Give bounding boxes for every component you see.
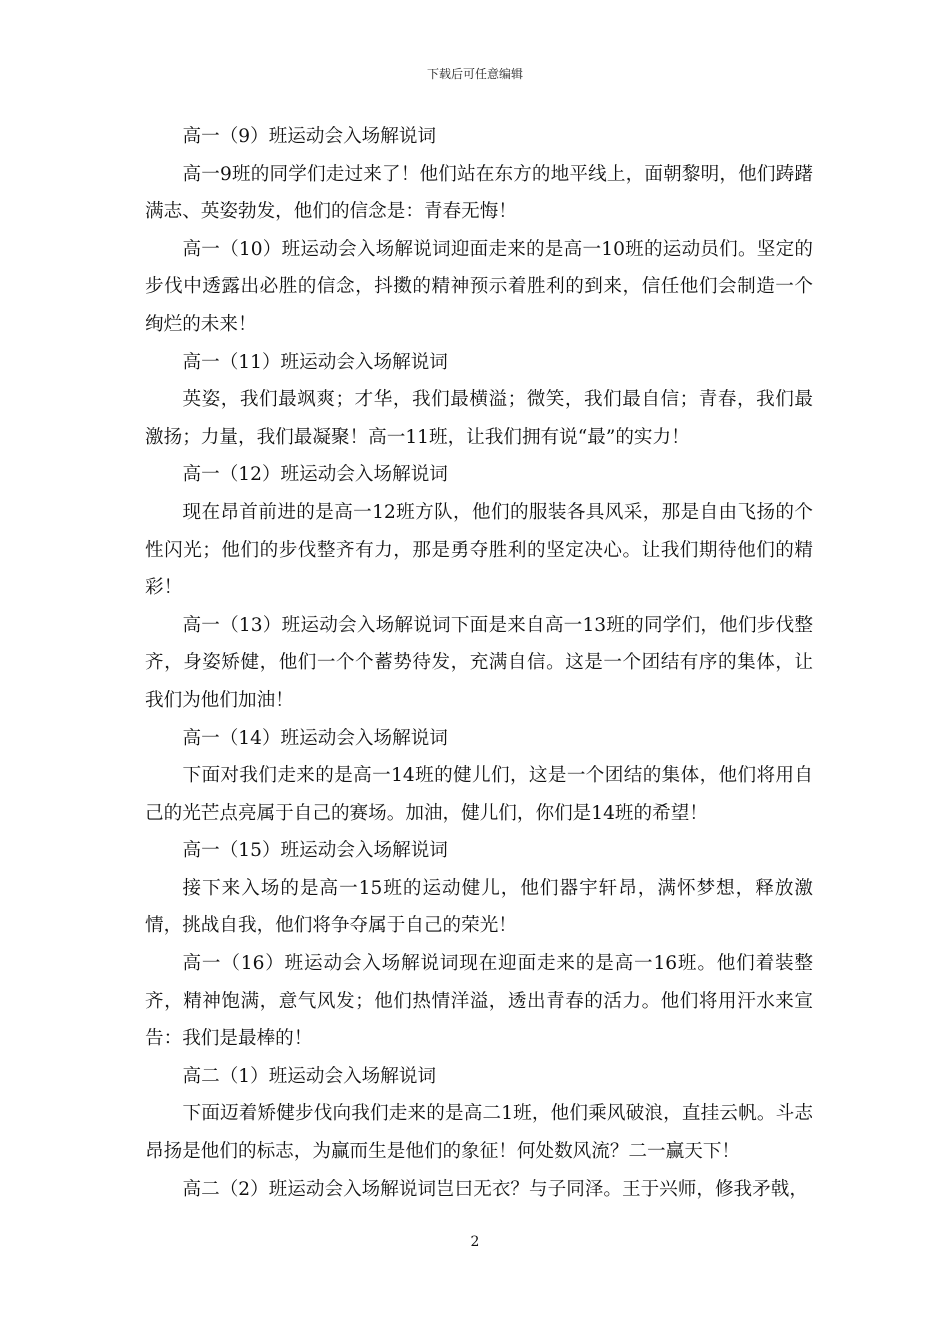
section-heading: 高二（1）班运动会入场解说词	[182, 1065, 437, 1087]
body-paragraph: 高一（16）班运动会入场解说词现在迎面走来的是高一16班。他们着装整齐，精神饱满，意气风发；他们热情洋溢，透出青春的活力。他们将用汗水来宣告：我们是最棒的！	[145, 953, 813, 1050]
body-paragraph: 下面对我们走来的是高一14班的健儿们，这是一个团结的集体，他们将用自己的光芒点亮属于自己的赛场。加油，健儿们，你们是14班的希望！	[145, 765, 813, 824]
body-paragraph: 高二（2）班运动会入场解说词岂曰无衣？与子同泽。王于兴师，修我矛戟，	[182, 1178, 808, 1200]
body-paragraph: 高一（13）班运动会入场解说词下面是来自高一13班的同学们，他们步伐整齐，身姿矫健，他们一个个蓄势待发，充满自信。这是一个团结有序的集体，让我们为他们加油！	[145, 614, 813, 711]
body-paragraph: 现在昂首前进的是高一12班方队，他们的服装各具风采，那是自由飞扬的个性闪光；他们的步伐整齐有力，那是勇夺胜利的坚定决心。让我们期待他们的精彩！	[145, 501, 813, 599]
body-paragraph: 下面迈着矫健步伐向我们走来的是高二1班，他们乘风破浪，直挂云帆。斗志昂扬是他们的标志，为赢而生是他们的象征！何处数风流？二一赢天下！	[145, 1103, 813, 1163]
section-heading: 高一（9）班运动会入场解说词	[182, 126, 437, 147]
section-heading: 高一（15）班运动会入场解说词	[182, 840, 448, 862]
body-paragraph: 接下来入场的是高一15班的运动健儿，他们器宇轩昂，满怀梦想，释放激情，挑战自我，他们将争夺属于自己的荣光！	[145, 877, 813, 937]
section-heading: 高一（12）班运动会入场解说词	[182, 464, 448, 486]
page-number: 2	[470, 1234, 480, 1250]
section-heading: 高一（14）班运动会入场解说词	[182, 727, 448, 749]
body-paragraph: 英姿，我们最飒爽；才华，我们最横溢；微笑，我们最自信；青春，我们最激扬；力量，我们最凝聚！高一11班，让我们拥有说“最”的实力！	[145, 389, 813, 448]
section-heading: 高一（11）班运动会入场解说词	[182, 351, 448, 373]
page-header: 下载后可任意编辑	[426, 67, 523, 81]
body-paragraph: 高一9班的同学们走过来了！他们站在东方的地平线上，面朝黎明，他们踌躇满志、英姿勃发，他们的信念是：青春无悔！	[145, 163, 813, 223]
body-paragraph: 高一（10）班运动会入场解说词迎面走来的是高一10班的运动员们。坚定的步伐中透露出必胜的信念，抖擞的精神预示着胜利的到来，信任他们会制造一个绚烂的未来！	[145, 238, 813, 335]
document-body	[145, 118, 813, 1208]
